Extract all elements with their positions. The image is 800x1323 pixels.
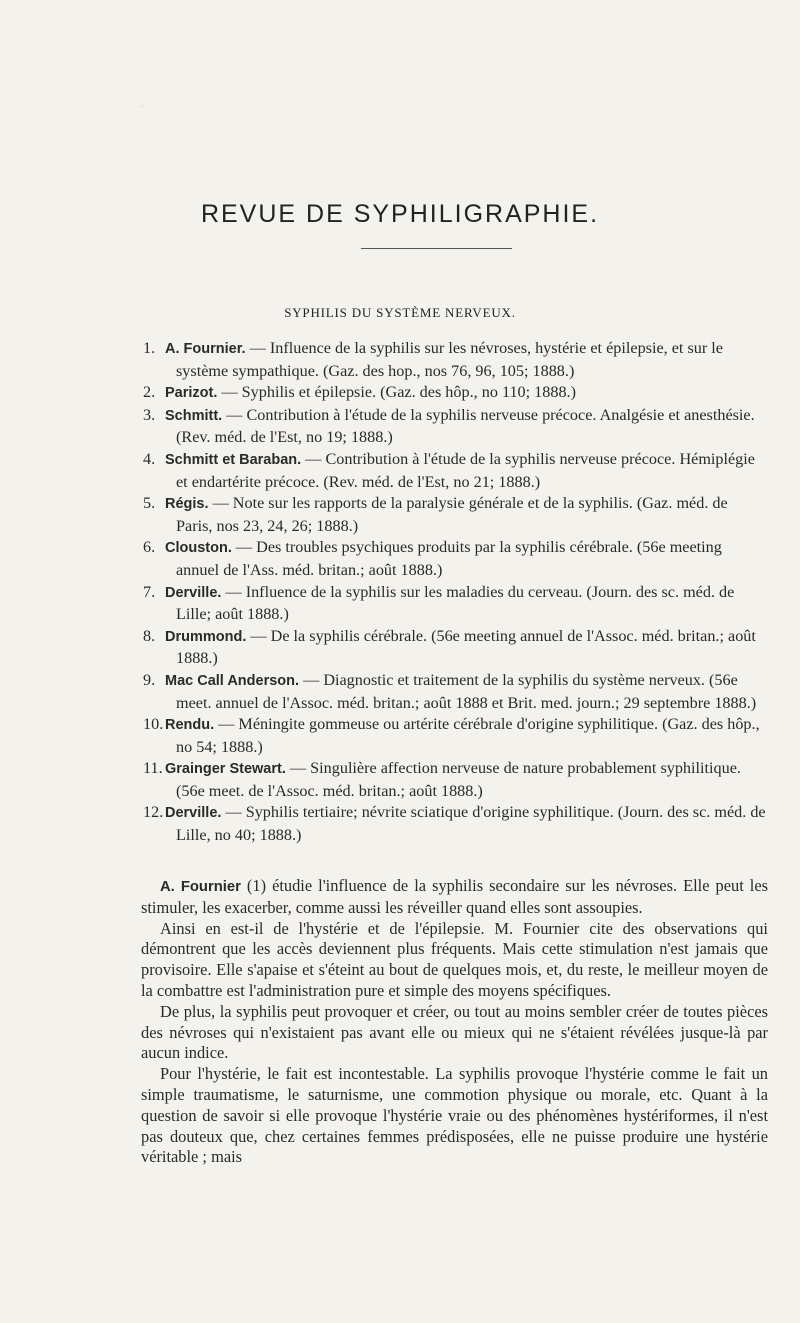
reference-item: [143, 493, 768, 537]
reference-text: — Syphilis tertiaire; névrite sciatique d'origine syphilitique. (Journ. des sc. méd. de Lille, no 40; 1888.): [176, 803, 766, 845]
article-body: [141, 876, 768, 1168]
reference-author: Schmitt et Baraban.: [165, 451, 302, 468]
reference-number: 2.: [143, 383, 156, 402]
reference-author: A. Fournier.: [165, 341, 246, 357]
reference-number: 12.: [143, 803, 164, 822]
body-paragraph: Ainsi en est-il de l'hystérie et de l'épilepsie. M. Fournier cite des observations qui démontrent que les accès deviennent plus fréquents. Mais cette stimulation n'est jamais que provisoire. Elle s'apaise et s'éteint au bout de quelques mois, et, du reste, le meilleur moyen de la combattre est l'administration pure et simple des moyens spécifiques.: [141, 918, 768, 1000]
reference-number: 6.: [143, 538, 156, 557]
reference-item: [143, 626, 768, 670]
reference-item: [143, 405, 768, 449]
reference-number: 3.: [143, 405, 156, 424]
reference-text: — Contribution à l'étude de la syphilis nerveuse précoce. Hémiplégie et endartérite précoce. (Rev. méd. de l'Est, no 21; 1888.): [176, 449, 755, 491]
page-title: REVUE DE SYPHILIGRAPHIE.: [200, 200, 600, 228]
reference-text: — Diagnostic et traitement de la syphilis du système nerveux. (56e meet. annuel de l'Assoc. méd. britan.; août 1888 et Brit. med. journ.; 29 septembre 1888.): [176, 670, 757, 712]
reference-author: Grainger Stewart.: [165, 761, 286, 778]
reference-text: — Contribution à l'étude de la syphilis nerveuse précoce. Analgésie et anesthésie. (Rev. méd. de l'Est, no 19; 1888.): [176, 405, 755, 447]
reference-item: [143, 537, 768, 581]
reference-author: Drummond.: [165, 628, 247, 645]
reference-number: 7.: [143, 582, 156, 601]
body-text: (1) étudie l'influence de la syphilis secondaire sur les névroses. Elle peut les stimuler, les exacerber, comme aussi les réveiller quand elles sont assoupies.: [141, 876, 768, 917]
reference-author: Parizot.: [165, 385, 218, 402]
reference-list: [143, 338, 768, 847]
reference-text: — Influence de la syphilis sur les maladies du cerveau. (Journ. des sc. méd. de Lille; août 1888.): [176, 582, 735, 624]
reference-number: 4.: [143, 449, 156, 468]
reference-item: [143, 338, 768, 382]
reference-item: [143, 382, 768, 405]
section-heading: SYPHILIS DU SYSTÈME NERVEUX.: [284, 305, 516, 320]
reference-author: Régis.: [165, 496, 209, 513]
reference-number: 10.: [143, 715, 164, 734]
reference-text: — De la syphilis cérébrale. (56e meeting annuel de l'Assoc. méd. britan.; août 1888.): [176, 626, 756, 668]
body-paragraph: De plus, la syphilis peut provoquer et créer, ou tout au moins sembler créer de toutes pièces des névroses qui n'existaient pas avant elle ou mieux qui ne s'étaient révélées jusque-là par aucun indice.: [141, 1001, 768, 1063]
reference-text: — Des troubles psychiques produits par la syphilis cérébrale. (56e meeting annuel de l'Ass. méd. britan.; août 1888.): [176, 538, 722, 579]
reference-item: [143, 714, 768, 758]
reference-text: — Note sur les rapports de la paralysie générale et de la syphilis. (Gaz. méd. de Paris, nos 23, 24, 26; 1888.): [176, 494, 728, 535]
body-author: A. Fournier: [160, 879, 241, 895]
reference-number: 11.: [143, 759, 163, 778]
reference-text: — Méningite gommeuse ou artérite cérébrale d'origine syphilitique. (Gaz. des hôp., no 54; 1888.): [176, 715, 760, 756]
reference-text: — Singulière affection nerveuse de nature probablement syphilitique. (56e meet. de l'Assoc. méd. britan.; août 1888.): [176, 759, 741, 800]
reference-item: [143, 670, 768, 714]
bleed-through-mark: ·: [140, 100, 145, 115]
reference-author: Derville.: [165, 584, 222, 601]
reference-author: Schmitt.: [165, 407, 223, 424]
body-paragraph: Pour l'hystérie, le fait est incontestable. La syphilis provoque l'hystérie comme le fait un simple traumatisme, le saturnisme, une commotion physique ou morale, etc. Quant à la question de savoir si elle provoque l'hystérie vraie ou des phénomènes hystériformes, il n'est pas douteux que, chez certaines femmes prédisposées, elle ne puisse produire une hystérie véritable ; mais: [141, 1064, 768, 1167]
body-paragraph: [141, 876, 768, 919]
reference-item: [143, 802, 768, 846]
reference-item: [143, 758, 768, 802]
reference-item: [143, 449, 768, 493]
reference-number: 1.: [143, 339, 156, 357]
reference-item: [143, 582, 768, 626]
reference-author: Mac Call Anderson.: [165, 672, 300, 689]
title-divider: [361, 248, 512, 249]
reference-number: 5.: [143, 494, 156, 513]
reference-author: Derville.: [165, 805, 222, 822]
reference-text: — Syphilis et épilepsie. (Gaz. des hôp., no 110; 1888.): [217, 383, 576, 402]
reference-number: 9.: [143, 670, 156, 689]
reference-number: 8.: [143, 626, 156, 645]
reference-text: — Influence de la syphilis sur les névroses, hystérie et épilepsie, et sur le système sympathique. (Gaz. des hop., nos 76, 96, 105; 1888.): [176, 339, 723, 380]
reference-author: Clouston.: [165, 540, 232, 557]
reference-author: Rendu.: [165, 717, 215, 734]
